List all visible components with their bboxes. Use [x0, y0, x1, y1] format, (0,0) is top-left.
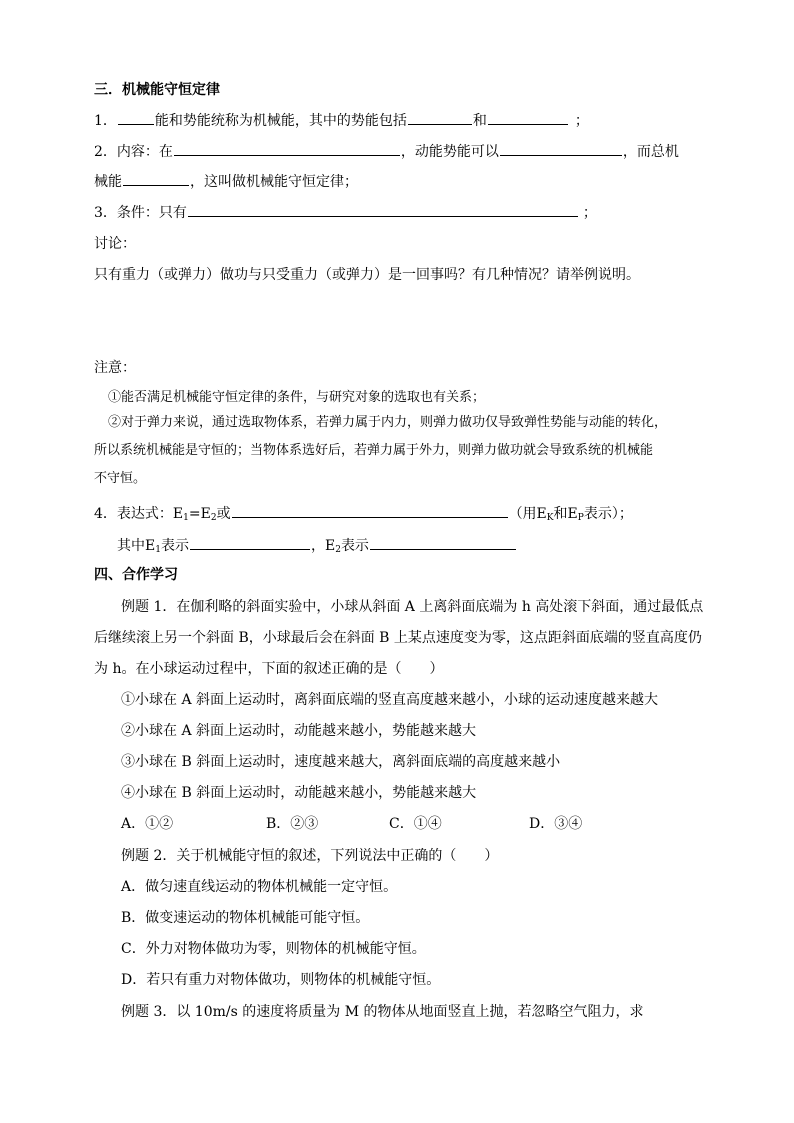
ex1-option: ③小球在 B 斜面上运动时，速度越来越大，离斜面底端的高度越来越小 [121, 754, 561, 770]
ex1-option: ④小球在 B 斜面上运动时，动能越来越小，势能越来越大 [121, 785, 477, 801]
ex2-option: D．若只有重力对物体做功，则物体的机械能守恒。 [121, 972, 441, 988]
ex1-choice-a: A．①② [121, 816, 174, 832]
item4b-sub1: 1 [155, 545, 161, 555]
item4-eq: =E [188, 506, 211, 522]
blank-4b-1 [190, 535, 310, 550]
discussion-label: 讨论： [94, 236, 136, 252]
ex2-option: A．做匀速直线运动的物体机械能一定守恒。 [121, 879, 398, 895]
blank-4 [232, 503, 508, 518]
item4b-line [117, 535, 517, 556]
blank-2b [500, 141, 622, 156]
item1-text-a: 能和势能统称为机械能，其中的势能包括 [154, 113, 407, 129]
ex1-option: ②小球在 A 斜面上运动时，动能越来越小，势能越来越大 [121, 723, 477, 739]
item1-line [94, 110, 589, 131]
item4b-a: 其中E [117, 538, 156, 554]
ex1-choice-c: C．①④ [389, 816, 442, 832]
blank-2c [123, 171, 189, 186]
ex1-choice-d: D．③④ [529, 816, 583, 832]
item3-end: ； [582, 205, 597, 221]
item2-num: 2．内容：在 [94, 144, 173, 160]
ex1-line2: 后继续滚上另一个斜面 B，小球最后会在斜面 B 上某点速度变为零，这点距斜面底端的竖直高度仍 [94, 630, 702, 646]
note-2-line2: 所以系统机械能是守恒的；当物体系选好后，若弹力属于外力，则弹力做功就会导致系统的机械能 [94, 443, 654, 458]
blank-1a [118, 110, 154, 125]
item4-label: 4．表达式：E [94, 506, 184, 522]
item4-sub1: 1 [183, 513, 189, 523]
item4b-b: 表示 [160, 538, 189, 554]
item2-line2-a: 械能 [94, 174, 122, 190]
item4-paren-b: 表示）； [583, 506, 633, 522]
item4-sub2: 2 [210, 513, 217, 523]
note-1: ①能否满足机械能守恒定律的条件，与研究对象的选取也有关系； [108, 390, 486, 405]
item3-line [94, 202, 597, 223]
item1-end: ； [574, 113, 589, 129]
note-2-line3: 不守恒。 [94, 471, 147, 486]
ex3-question: 例题 3．以 10m/s 的速度将质量为 M 的物体从地面竖直上抛，若忽略空气阻力，求 [121, 1004, 644, 1020]
blank-1b [408, 110, 472, 125]
item2-line1 [94, 141, 679, 162]
item4-or: 或 [216, 506, 231, 522]
ex1-line1: 例题 1．在伽利略的斜面实验中，小球从斜面 A 上离斜面底端为 h 高处滚下斜面，通过最低点 [121, 599, 704, 615]
note-label: 注意： [94, 360, 136, 376]
item2-text-b: ，而总机 [622, 144, 679, 160]
section3-heading: 三．机械能守恒定律 [94, 82, 220, 98]
note-2-line1: ②对于弹力来说，通过选取物体系，若弹力属于内力，则弹力做功仅导致弹性势能与动能的转化， [108, 415, 668, 430]
item4b-d: 表示 [340, 538, 369, 554]
item2-line2-b: ，这叫做机械能守恒定律； [190, 174, 358, 190]
item2-line2 [94, 171, 358, 192]
discussion-question: 只有重力（或弹力）做功与只受重力（或弹力）是一回事吗？有几种情况？请举例说明。 [94, 267, 640, 283]
blank-1c [488, 110, 568, 125]
ex1-choice-b: B．②③ [266, 816, 319, 832]
blank-3 [188, 202, 578, 217]
ex1-option: ①小球在 A 斜面上运动时，离斜面底端的竖直高度越来越小，小球的运动速度越来越大 [121, 692, 659, 708]
item4-and: 和E [553, 506, 578, 522]
item4-sub-p: P [577, 513, 584, 523]
item4-paren-a: （用E [508, 506, 547, 522]
item4-sub-k: K [546, 513, 554, 523]
item4-line [94, 503, 633, 524]
ex2-question: 例题 2．关于机械能守恒的叙述，下列说法中正确的（ ） [121, 848, 499, 864]
item4b-c: ，E [310, 538, 336, 554]
item1-num: 1． [94, 113, 117, 129]
ex2-option: B．做变速运动的物体机械能可能守恒。 [121, 910, 370, 926]
item3-label: 3．条件：只有 [94, 205, 187, 221]
section4-heading: 四、合作学习 [94, 567, 178, 583]
ex2-option: C．外力对物体做功为零，则物体的机械能守恒。 [121, 941, 426, 957]
item1-text-b: 和 [472, 113, 487, 129]
item2-text-a: ，动能势能可以 [400, 144, 499, 160]
blank-2a [174, 141, 400, 156]
ex1-line3: 为 h。在小球运动过程中，下面的叙述正确的是（ ） [94, 661, 444, 677]
item4b-sub2: 2 [335, 545, 341, 555]
blank-4b-2 [370, 535, 516, 550]
